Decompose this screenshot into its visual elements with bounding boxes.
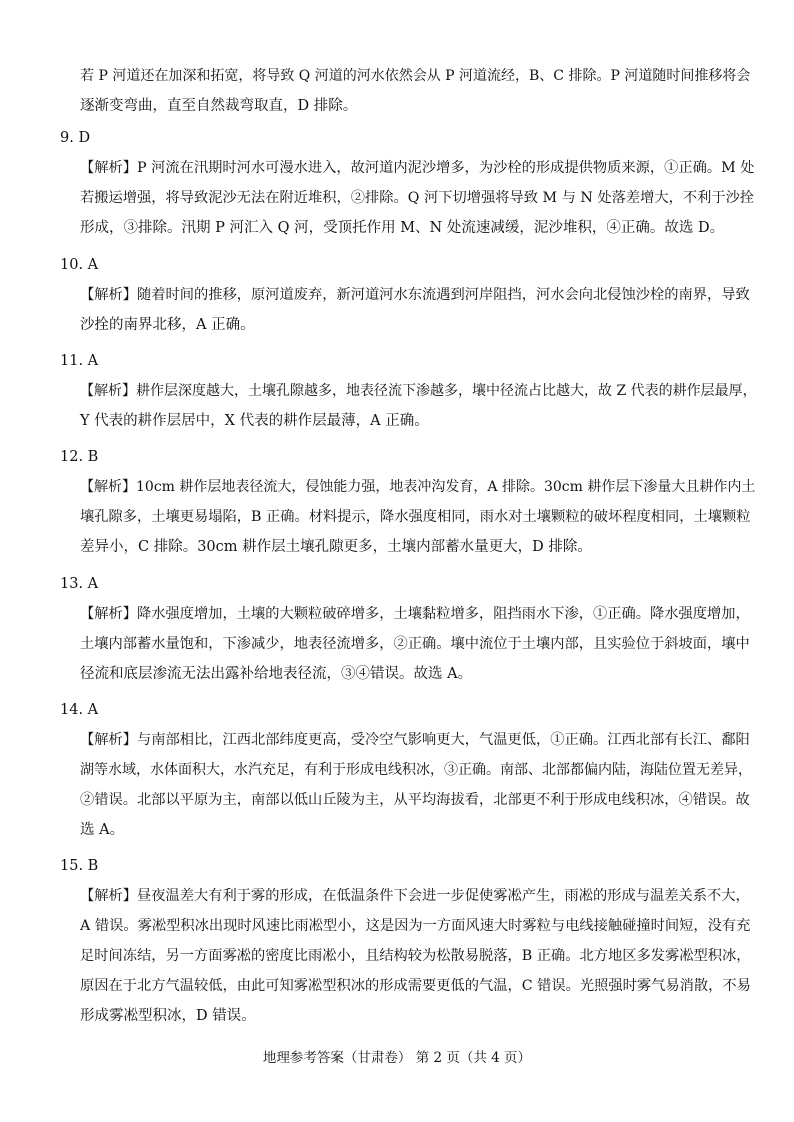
intro-line: 逐渐变弯曲，直至自然裁弯取直，D 排除。 <box>80 98 358 114</box>
answer-number: 9. D <box>60 130 91 146</box>
explanation-line: 沙拴的南界北移，A 正确。 <box>80 317 255 333</box>
explanation-line: 【解析】昼夜温差大有利于雾的形成，在低温条件下会进一步促使雾凇产生，雨凇的形成与温差关系不大， <box>80 888 750 904</box>
explanation-line: 原因在于北方气温较低，由此可知雾凇型积冰的形成需要更低的气温，C 错误。光照强时雾气易消散，不易 <box>80 978 751 994</box>
explanation-line: 壤孔隙多，土壤更易塌陷，B 正确。材料提示，降水强度相同，雨水对土壤颗粒的破坏程度相同，土壤颗粒 <box>80 509 751 525</box>
intro-line: 若 P 河道还在加深和拓宽，将导致 Q 河道的河水依然会从 P 河道流经，B、C 排除。P 河道随时间推移将会 <box>80 68 751 84</box>
explanation-line: 足时间冻结，另一方面雾凇的密度比雨凇小，且结构较为松散易脱落，B 正确。北方地区多发雾凇型积冰， <box>80 948 751 964</box>
explanation-line: 选 A。 <box>80 822 125 838</box>
explanation-line: Y 代表的耕作层居中，X 代表的耕作层最薄，A 正确。 <box>80 413 429 429</box>
explanation-line: ②错误。北部以平原为主，南部以低山丘陵为主，从平均海拔看，北部更不利于形成电线积冰，④错误。故 <box>80 792 750 808</box>
answer-number: 11. A <box>60 353 99 369</box>
explanation-line: 若搬运增强，将导致泥沙无法在附近堆积，②排除。Q 河下切增强将导致 M 与 N 处落差增大，不利于沙拴 <box>80 190 755 206</box>
explanation-line: 【解析】P 河流在汛期时河水可漫水进入，故河道内泥沙增多，为沙栓的形成提供物质来源，①正确。M 处 <box>80 160 755 176</box>
answer-number: 13. A <box>60 576 99 592</box>
explanation-line: 【解析】降水强度增加，土壤的大颗粒破碎增多，土壤黏粒增多，阻挡雨水下渗，①正确。降水强度增加， <box>80 606 750 622</box>
explanation-line: 【解析】耕作层深度越大，土壤孔隙越多，地表径流下渗越多，壤中径流占比越大，故 Z 代表的耕作层最厚， <box>80 383 757 399</box>
explanation-line: 差异小，C 排除。30cm 耕作层土壤孔隙更多，土壤内部蓄水量更大，D 排除。 <box>80 539 592 555</box>
answer-number: 12. B <box>60 449 99 465</box>
explanation-line: 形成，③排除。汛期 P 河汇入 Q 河，受顶托作用 M、N 处流速减缓，泥沙堆积，④正确。故选 D。 <box>80 220 725 236</box>
page-footer: 地理参考答案（甘肃卷） 第 2 页（共 4 页） <box>262 1050 532 1066</box>
explanation-line: A 错误。雾凇型积冰出现时风速比雨凇型小，这是因为一方面风速大时雾粒与电线接触碰撞时间短，没有充 <box>80 918 751 934</box>
answer-number: 14. A <box>60 702 99 718</box>
explanation-line: 土壤内部蓄水量饱和，下渗减少，地表径流增多，②正确。壤中流位于土壤内部，且实验位于斜坡面，壤中 <box>80 636 750 652</box>
explanation-line: 【解析】随着时间的推移，原河道废弃，新河道河水东流遇到河岸阻挡，河水会向北侵蚀沙栓的南界，导致 <box>80 287 750 303</box>
answer-number: 10. A <box>60 257 99 273</box>
explanation-line: 【解析】10cm 耕作层地表径流大，侵蚀能力强，地表冲沟发育，A 排除。30cm 耕作层下渗量大且耕作内土 <box>80 479 756 495</box>
explanation-line: 【解析】与南部相比，江西北部纬度更高，受冷空气影响更大，气温更低，①正确。江西北部有长江、鄱阳 <box>80 732 750 748</box>
explanation-line: 径流和底层渗流无法出露补给地表径流，③④错误。故选 A。 <box>80 666 473 682</box>
answer-number: 15. B <box>60 858 99 874</box>
explanation-line: 湖等水域，水体面积大，水汽充足，有利于形成电线积冰，③正确。南部、北部都偏内陆，海陆位置无差异， <box>80 762 752 778</box>
explanation-line: 形成雾凇型积冰，D 错误。 <box>80 1008 256 1024</box>
